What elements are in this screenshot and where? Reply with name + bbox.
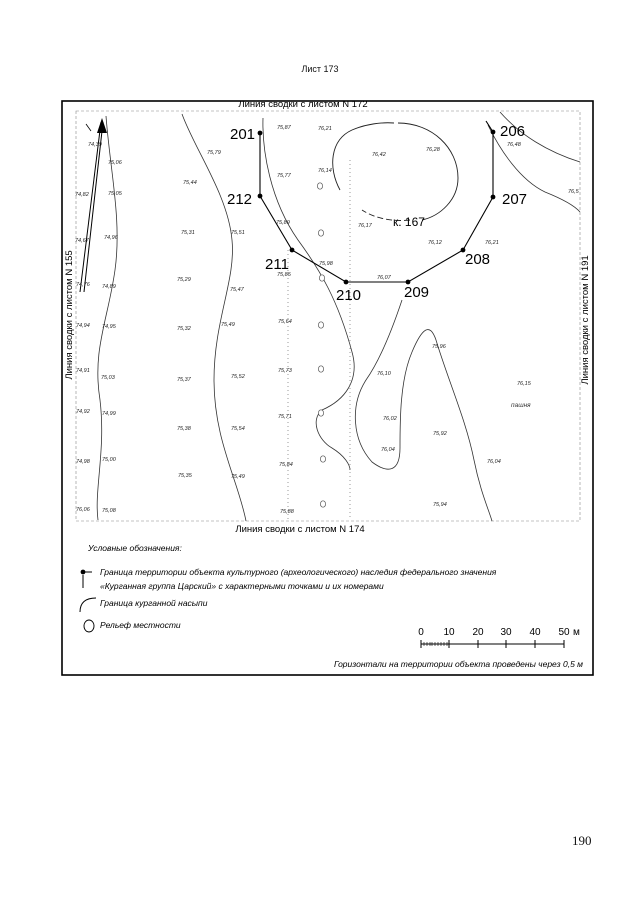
- kurgan-boundary: [398, 123, 458, 220]
- boundary-point-210: [344, 280, 349, 285]
- elevation-mark: 75,29: [177, 277, 191, 283]
- scale-bar: [418, 627, 580, 648]
- elevation-mark: 76,06: [76, 507, 90, 513]
- legend-relief: Рельеф местности: [100, 620, 181, 630]
- elevation-mark: 76,07: [377, 275, 391, 281]
- elevation-mark: 75,00: [102, 457, 116, 463]
- kurgan-label: к. 167: [393, 215, 425, 229]
- elevation-mark: 74,82: [75, 192, 89, 198]
- elevation-mark: 75,89: [276, 220, 290, 226]
- edge-label-bottom: Линия сводки с листом N 174: [235, 524, 365, 535]
- page-number: 190: [572, 833, 592, 848]
- scale-tick-label: 20: [472, 627, 484, 638]
- elevation-mark: 76,17: [358, 223, 372, 229]
- elevation-mark: 75,37: [177, 377, 191, 383]
- elevation-mark: 75,54: [231, 426, 245, 432]
- scale-tick-label: 40: [529, 627, 541, 638]
- elevation-mark: 75,84: [279, 462, 293, 468]
- elevation-mark: 75,31: [181, 230, 195, 236]
- elevation-mark: 75,92: [433, 431, 447, 437]
- elevation-mark: 74,76: [76, 282, 90, 288]
- elevation-mark: 74,99: [102, 411, 116, 417]
- elevation-mark: 76,10: [377, 371, 391, 377]
- elevation-mark: 75,44: [183, 180, 197, 186]
- elevation-mark: 75,49: [221, 322, 235, 328]
- elevation-mark: 75,05: [108, 191, 122, 197]
- elevation-mark: 76,12: [428, 240, 442, 246]
- elevation-mark: 75,88: [280, 509, 294, 515]
- edge-label-left: Линия сводки с листом N 155: [64, 250, 75, 380]
- elevation-mark: 75,32: [177, 326, 191, 332]
- elevation-mark: 75,87: [277, 125, 291, 131]
- legend: [80, 543, 497, 632]
- scale-tick-label: 50: [558, 627, 570, 638]
- elevation-mark: 76,04: [487, 459, 501, 465]
- scale-tick-label: 30: [500, 627, 512, 638]
- scale-unit: м: [573, 627, 580, 638]
- elevation-mark: 75,38: [177, 426, 191, 432]
- elevation-mark: 76,5: [568, 189, 579, 195]
- elevation-marks: [75, 125, 580, 515]
- elevation-mark: 74,92: [76, 409, 90, 415]
- contour-lines: [97, 112, 580, 521]
- scale-tick-label: 10: [443, 627, 455, 638]
- elevation-mark: 75,94: [433, 502, 447, 508]
- point-label-206: 206: [500, 123, 526, 140]
- contour-note: Горизонтали на территории объекта проведены через 0,5 м: [333, 659, 583, 669]
- elevation-mark: 75,85: [277, 272, 291, 278]
- elevation-mark: 75,64: [278, 319, 292, 325]
- elevation-mark: 75,71: [278, 414, 292, 420]
- relief-marks: [317, 183, 325, 507]
- point-label-209: 209: [404, 284, 430, 301]
- legend-boundary-line1: Граница территории объекта культурного (археологического) наследия федерального значения: [100, 567, 497, 577]
- point-label-207: 207: [502, 191, 528, 208]
- elevation-mark: 76,15: [517, 381, 531, 387]
- elevation-mark: 76,48: [507, 142, 521, 148]
- elevation-mark: 74,89: [102, 284, 116, 290]
- boundary-point-201: [258, 131, 263, 136]
- legend-boundary-line2: «Курганная группа Царский» с характерными точками и их номерами: [100, 581, 384, 591]
- point-label-210: 210: [336, 287, 362, 304]
- boundary-point-legend-icon: [81, 570, 92, 588]
- mound-legend-icon: [80, 598, 96, 612]
- elevation-mark: 75,98: [319, 261, 333, 267]
- boundary-point-212: [258, 194, 263, 199]
- elevation-mark: 75,47: [230, 287, 244, 293]
- elevation-mark: 74,67: [75, 238, 89, 244]
- elevation-mark: 75,08: [102, 508, 116, 514]
- elevation-mark: 75,51: [231, 230, 245, 236]
- elevation-mark: 76,21: [318, 126, 332, 132]
- elevation-mark: 76,14: [318, 168, 332, 174]
- elevation-mark: 76,04: [381, 447, 395, 453]
- elevation-mark: 75,73: [278, 368, 292, 374]
- point-label-208: 208: [465, 251, 491, 268]
- elevation-mark: 75,52: [231, 374, 245, 380]
- elevation-mark: 74,94: [76, 323, 90, 329]
- elevation-mark: 76,02: [383, 416, 397, 422]
- elevation-mark: 74,95: [102, 324, 116, 330]
- land-label: пашня: [511, 402, 531, 409]
- boundary-point-211: [290, 248, 295, 253]
- edge-label-right: Линия сводки с листом N 191: [580, 255, 591, 385]
- point-label-212: 212: [227, 191, 253, 208]
- relief-legend-icon: [84, 620, 94, 632]
- elevation-mark: 75,77: [277, 173, 291, 179]
- elevation-mark: 74,91: [76, 368, 90, 374]
- scale-tick-label: 0: [418, 627, 424, 638]
- boundary-point-206: [491, 130, 496, 135]
- boundary-point-207: [491, 195, 496, 200]
- elevation-mark: 75,35: [178, 473, 192, 479]
- elevation-mark: 75,79: [207, 150, 221, 156]
- elevation-mark: 75,06: [108, 160, 122, 166]
- elevation-mark: 75,03: [101, 375, 115, 381]
- point-label-211: 211: [265, 256, 289, 273]
- elevation-mark: 74,96: [104, 235, 118, 241]
- elevation-mark: 74,39: [88, 142, 102, 148]
- elevation-mark: 74,98: [76, 459, 90, 465]
- elevation-mark: 75,96: [432, 344, 446, 350]
- point-label-201: 201: [230, 126, 256, 143]
- legend-heading: Условные обозначения:: [88, 543, 182, 553]
- edge-label-top: Линия сводки с листом N 172: [238, 99, 368, 110]
- elevation-mark: 76,21: [485, 240, 499, 246]
- sheet-title: Лист 173: [301, 64, 339, 74]
- elevation-mark: 76,42: [372, 152, 386, 158]
- elevation-mark: 75,49: [231, 474, 245, 480]
- elevation-mark: 76,28: [426, 147, 440, 153]
- legend-mound: Граница курганной насыпи: [100, 598, 208, 608]
